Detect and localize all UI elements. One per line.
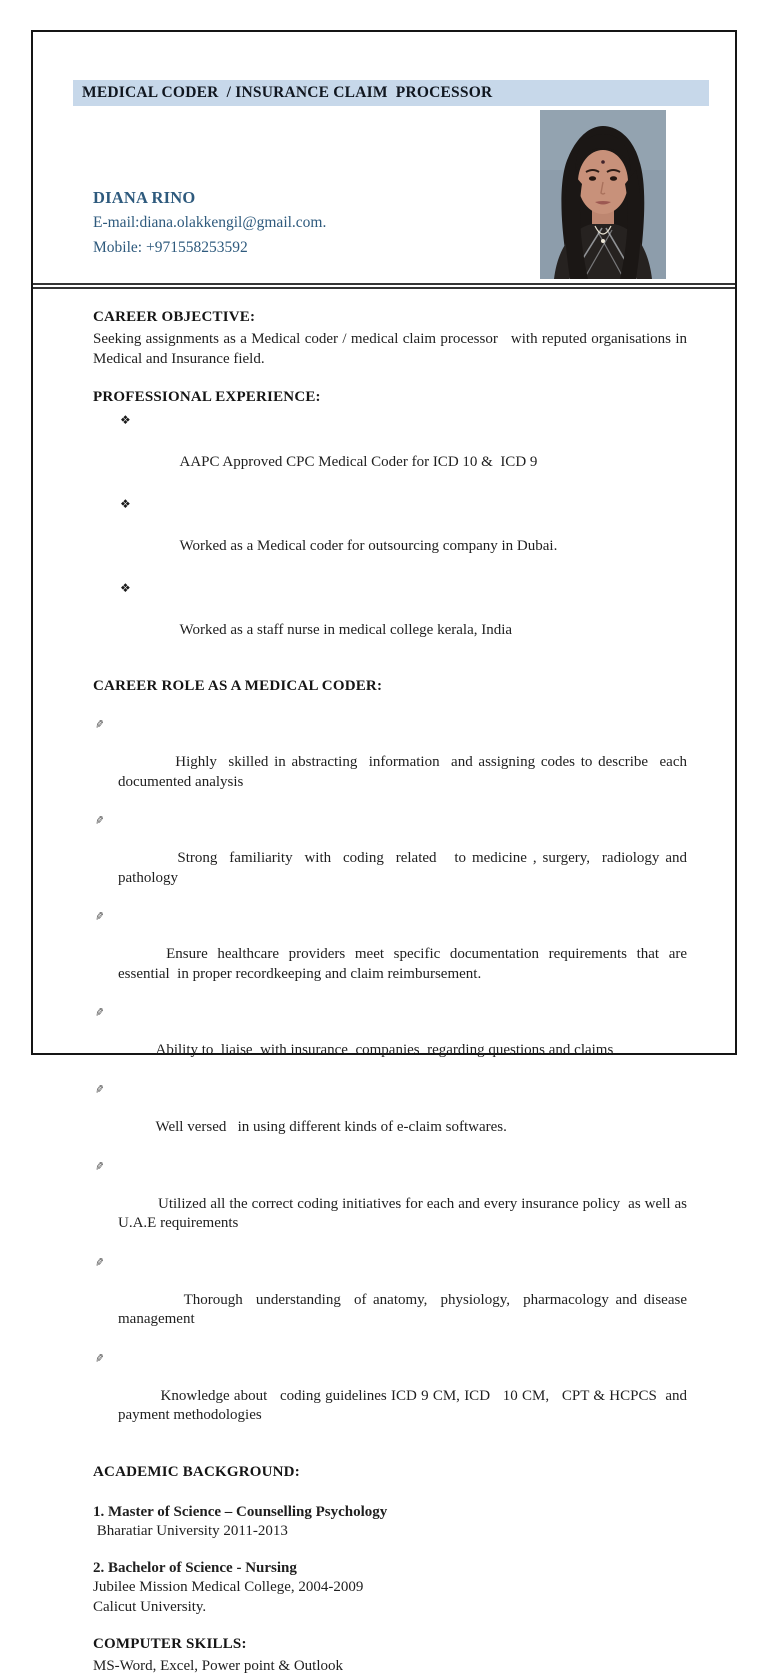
contact-email: E-mail:diana.olakkengil@gmail.com.	[93, 214, 327, 231]
pencil-bullet-icon: ✎	[94, 1082, 106, 1097]
pencil-bullet-icon: ✎	[94, 1255, 106, 1270]
degree-detail: Calicut University.	[93, 1598, 207, 1615]
pencil-bullet-icon: ✎	[94, 1005, 106, 1020]
list-item-text: Worked as a staff nurse in medical college kerala, India	[179, 622, 513, 638]
person-portrait-icon	[540, 110, 666, 279]
degree-detail: Jubilee Mission Medical College, 2004-2009	[93, 1579, 364, 1596]
pencil-bullet-icon: ✎	[94, 909, 106, 924]
list-item-text: Highly skilled in abstracting information and assigning codes to describe each documented analysis	[118, 754, 695, 790]
list-item-text: Well versed in using different kinds of e-claim softwares.	[155, 1119, 507, 1136]
professional-experience-list	[93, 410, 687, 662]
degree-detail: Bharatiar University 2011-2013	[93, 1522, 288, 1539]
pencil-bullet-icon: ✎	[94, 717, 106, 732]
pencil-bullet-icon: ✎	[94, 1351, 106, 1366]
professional-experience-heading: PROFESSIONAL EXPERIENCE:	[93, 389, 321, 405]
list-item	[93, 907, 695, 1003]
section-professional-experience	[93, 387, 687, 662]
list-item	[93, 715, 695, 811]
list-item-text: Utilized all the correct coding initiatives for each and every insurance policy as well as U.A.E requirements	[118, 1196, 691, 1232]
list-item-text: Thorough understanding of anatomy, physiology, pharmacology and disease management	[118, 1292, 691, 1328]
list-item-text: Strong familiarity with coding related to medicine , surgery, radiology and pathology	[118, 850, 695, 886]
list-item	[93, 578, 687, 662]
list-item-text: Knowledge about coding guidelines ICD 9 CM, ICD 10 CM, CPT & HCPCS and payment methodologies	[118, 1388, 691, 1424]
list-item	[93, 494, 687, 578]
diamond-bullet-icon: ❖	[120, 413, 131, 427]
diamond-bullet-icon: ❖	[120, 581, 131, 595]
career-role-heading: CAREER ROLE AS A MEDICAL CODER:	[93, 678, 383, 694]
candidate-name: DIANA RINO	[93, 188, 196, 207]
career-role-list	[93, 715, 695, 1445]
pencil-bullet-icon: ✎	[94, 1159, 106, 1174]
list-item	[93, 1253, 691, 1349]
list-item	[93, 1157, 691, 1253]
contact-block	[93, 185, 326, 260]
resume-body	[93, 307, 695, 1676]
resume-page	[31, 30, 737, 1675]
list-item-text: Ability to liaise with insurance companies regarding questions and claims	[155, 1042, 614, 1059]
degree-title: 1. Master of Science – Counselling Psychology	[93, 1503, 388, 1520]
portrait-photo	[540, 110, 666, 279]
list-item-text: Ensure healthcare providers meet specific documentation requirements that are essential in proper recordkeeping and claim reimbursement.	[118, 946, 695, 982]
list-item	[93, 410, 687, 494]
list-item-text: Worked as a Medical coder for outsourcing company in Dubai.	[179, 538, 558, 554]
degree-title: 2. Bachelor of Science - Nursing	[93, 1560, 297, 1577]
computer-skills-heading: COMPUTER SKILLS:	[93, 1636, 247, 1653]
section-divider-double-rule	[33, 283, 735, 289]
list-item-text: AAPC Approved CPC Medical Coder for ICD 10 & ICD 9	[179, 454, 538, 470]
job-title: MEDICAL CODER / INSURANCE CLAIM PROCESSOR	[82, 84, 493, 101]
contact-mobile: Mobile: +971558253592	[93, 239, 248, 256]
diamond-bullet-icon: ❖	[120, 497, 131, 511]
pencil-bullet-icon: ✎	[94, 813, 106, 828]
list-item	[93, 811, 695, 907]
academic-background-heading: ACADEMIC BACKGROUND:	[93, 1463, 300, 1480]
list-item	[93, 1080, 687, 1157]
section-academic-background	[93, 1462, 687, 1618]
list-item	[93, 1003, 687, 1080]
list-item	[93, 1349, 691, 1445]
section-computer-skills	[93, 1634, 687, 1676]
job-title-bar	[73, 80, 709, 106]
computer-skills-text: MS-Word, Excel, Power point & Outlook	[93, 1658, 344, 1675]
section-career-role	[93, 676, 695, 1445]
section-career-objective	[93, 307, 691, 369]
career-objective-text: Seeking assignments as a Medical coder / medical claim processor with reputed organisations in Medical and Insurance field.	[93, 331, 691, 367]
career-objective-heading: CAREER OBJECTIVE:	[93, 309, 256, 325]
